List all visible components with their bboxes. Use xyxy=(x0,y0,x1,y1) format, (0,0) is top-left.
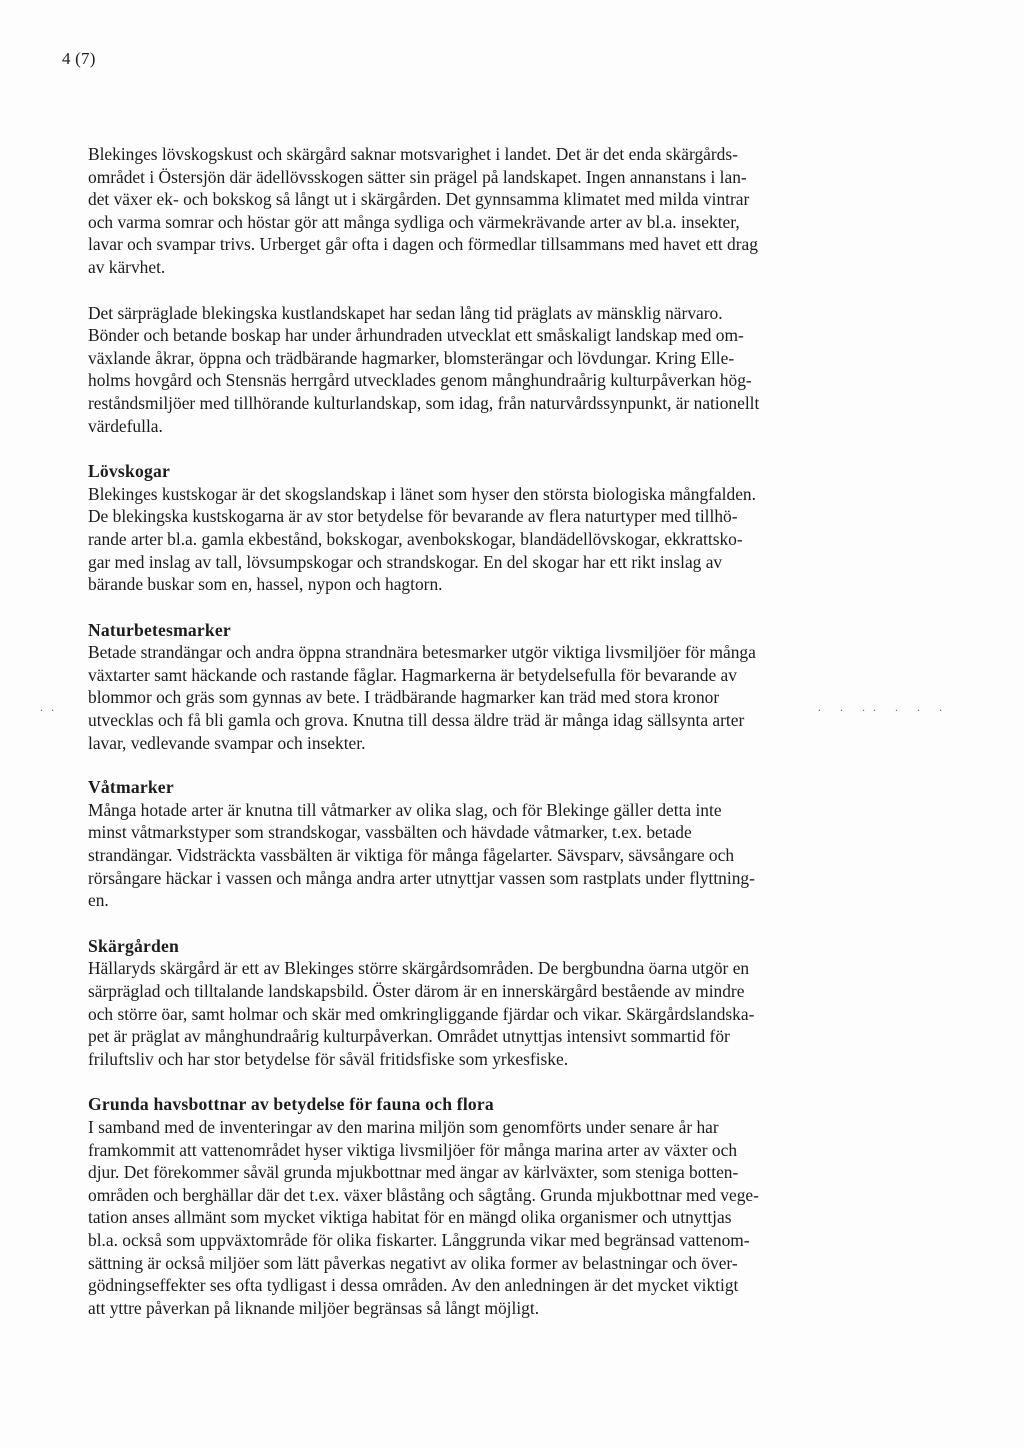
scan-artifact-right: . . .. . . . xyxy=(818,700,950,714)
section-lovskogar xyxy=(88,460,828,596)
text-line: växlande åkrar, öppna och trädbärande hagmarker, blomsterängar och lövdungar. Kring Elle- xyxy=(88,347,735,368)
intro-paragraph xyxy=(88,143,828,279)
text-line: och varma somrar och höstar gör att många sydliga och värmekrävande arter av bl.a. insekter, xyxy=(88,211,740,232)
section-heading: Skärgården xyxy=(88,935,179,956)
section-heading: Våtmarker xyxy=(88,777,174,798)
text-line: växtarter samt häckande och rastande fåglar. Hagmarkerna är betydelsefulla för bevarande av xyxy=(88,664,737,685)
text-line: framkommit att vattenområdet hyser viktiga livsmiljöer för många marina arter av växter och xyxy=(88,1139,738,1160)
text-line: Blekinges kustskogar är det skogslandskap i länet som hyser den största biologiska mångfalden. xyxy=(88,483,756,504)
text-line: Många hotade arter är knutna till våtmarker av olika slag, och för Blekinge gäller detta inte xyxy=(88,799,722,820)
text-line: minst våtmarkstyper som strandskogar, vassbälten och hävdade våtmarker, t.ex. betade xyxy=(88,822,692,843)
text-line: friluftsliv och har stor betydelse för såväl fritidsfiske som yrkesfiske. xyxy=(88,1048,569,1069)
text-line: blommor och gräs som gynnas av bete. I trädbärande hagmarker kan träd med stora kronor xyxy=(88,687,720,708)
text-line: utvecklas och få bli gamla och grova. Knutna till dessa äldre träd är många idag sällsynta arter xyxy=(88,710,745,731)
text-line: Bönder och betande boskap har under århundraden utvecklat ett småskaligt landskap med om- xyxy=(88,325,744,346)
text-line: De blekingska kustskogarna är av stor betydelse för bevarande av flera naturtyper med tillhö- xyxy=(88,506,738,527)
section-paragraph xyxy=(88,1116,828,1319)
text-line: en. xyxy=(88,890,109,911)
text-line: holms hovgård och Stensnäs herrgård utvecklades genom månghundraårig kulturpåverkan hög- xyxy=(88,370,752,391)
text-line: rörsångare häckar i vassen och många andra arter utnyttjar vassen som rastplats under flyttning- xyxy=(88,867,755,888)
text-line: Blekinges lövskogskust och skärgård saknar motsvarighet i landet. Det är det enda skärgårds- xyxy=(88,144,738,164)
text-line: Betade strandängar och andra öppna strandnära betesmarker utgör viktiga livsmiljöer för många xyxy=(88,642,756,663)
page-number: 4 (7) xyxy=(62,49,96,68)
text-line: det växer ek- och bokskog så långt ut i skärgården. Det gynnsamma klimatet med milda vintrar xyxy=(88,189,750,210)
text-line: pet är präglat av månghundraårig kulturpåverkan. Området utnyttjas intensivt sommartid för xyxy=(88,1026,730,1047)
text-line: området i Östersjön där ädellövsskogen sätter sin prägel på landskapet. Ingen annanstans i lan- xyxy=(88,166,747,187)
text-line: lavar, vedlevande svampar och insekter. xyxy=(88,732,366,753)
text-line: att yttre påverkan på liknande miljöer begränsas så långt möjligt. xyxy=(88,1297,540,1318)
section-paragraph xyxy=(88,799,828,912)
text-line: och större öar, samt holmar och skär med omkringliggande fjärdar och vikar. Skärgårdslandska- xyxy=(88,1003,755,1024)
section-paragraph xyxy=(88,641,828,754)
text-line: strandängar. Vidsträckta vassbälten är viktiga för många fågelarter. Sävsparv, sävsångare och xyxy=(88,845,735,866)
text-line: rande arter bl.a. gamla ekbestånd, bokskogar, avenbokskogar, blandädellövskogar, ekkrattsko- xyxy=(88,528,743,549)
text-line: värdefulla. xyxy=(88,415,163,436)
document-body xyxy=(88,143,828,1319)
text-line: områden och berghällar där det t.ex. växer blåstång och sågtång. Grunda mjukbottnar med vege- xyxy=(88,1184,759,1205)
scan-artifact-left: .. xyxy=(40,700,62,714)
text-line: sättning är också miljöer som lätt påverkas negativt av olika former av belastningar och över- xyxy=(88,1252,738,1273)
text-line: gar med inslag av tall, lövsumpskogar och strandskogar. En del skogar har ett rikt inslag av xyxy=(88,551,723,572)
section-paragraph xyxy=(88,957,828,1070)
text-line: tation anses allmänt som mycket viktiga habitat för en mängd olika organismer och utnyttjas xyxy=(88,1207,732,1228)
cultural-landscape-paragraph xyxy=(88,302,828,438)
section-grunda-havsbottnar xyxy=(88,1093,828,1319)
text-line: Hällaryds skärgård är ett av Blekinges större skärgårdsområden. De bergbundna öarna utgör en xyxy=(88,958,750,979)
section-naturbetesmarker xyxy=(88,619,828,755)
text-line: gödningseffekter ses ofta tydligast i dessa områden. Av den anledningen är det mycket viktigt xyxy=(88,1275,739,1296)
section-heading: Lövskogar xyxy=(88,461,170,482)
text-line: I samband med de inventeringar av den marina miljön som genomförts under senare år har xyxy=(88,1116,719,1137)
section-vatmarker xyxy=(88,776,828,912)
text-line: djur. Det förekommer såväl grunda mjukbottnar med ängar av kärlväxter, som steniga botten- xyxy=(88,1162,739,1183)
section-paragraph xyxy=(88,483,828,596)
section-skargarden xyxy=(88,935,828,1071)
text-line: Det särpräglade blekingska kustlandskapet har sedan lång tid präglats av mänsklig närvaro. xyxy=(88,302,723,323)
text-line: bärande buskar som en, hassel, nypon och hagtorn. xyxy=(88,574,443,595)
text-line: av kärvhet. xyxy=(88,256,166,277)
section-heading: Grunda havsbottnar av betydelse för fauna och flora xyxy=(88,1094,494,1115)
text-line: reståndsmiljöer med tillhörande kulturlandskap, som idag, från naturvårdssynpunkt, är nationellt xyxy=(88,392,760,413)
section-heading: Naturbetesmarker xyxy=(88,619,231,640)
text-line: lavar och svampar trivs. Urberget går ofta i dagen och förmedlar tillsammans med havet ett drag xyxy=(88,234,758,255)
text-line: bl.a. också som uppväxtområde för olika fiskarter. Långgrunda vikar med begränsad vattenom- xyxy=(88,1229,750,1250)
text-line: särpräglad och tilltalande landskapsbild. Öster därom är en innerskärgård bestående av mindre xyxy=(88,981,745,1001)
